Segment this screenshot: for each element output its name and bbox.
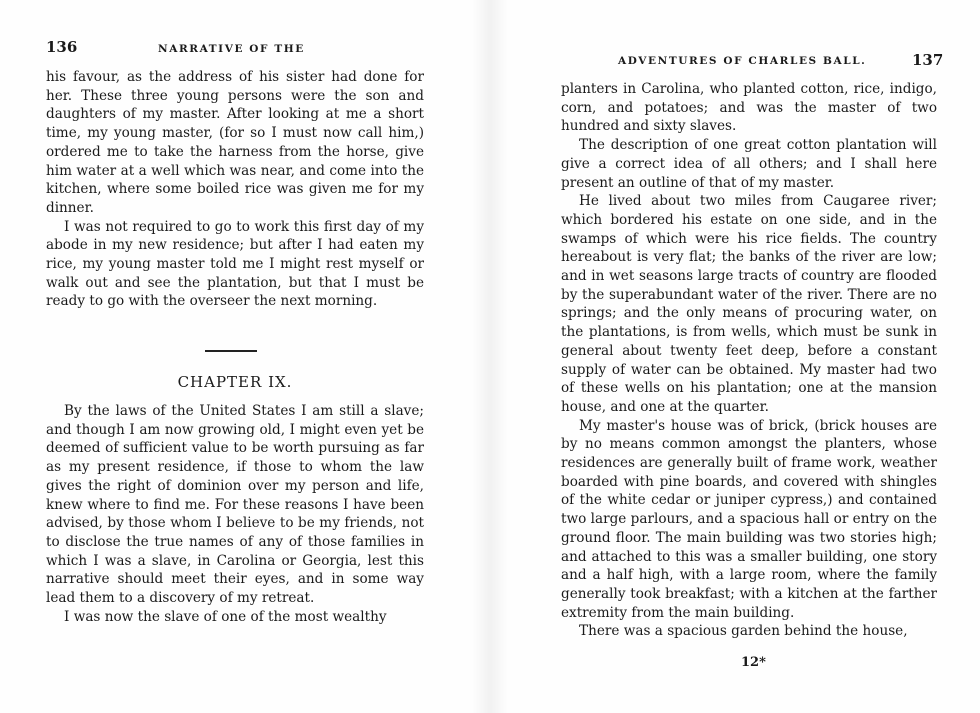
right-page-number: 137 — [912, 51, 944, 69]
chapter-heading: CHAPTER IX. — [177, 373, 293, 391]
left-para-continued: his favour, as the address of his sister had done for her. These three young persons were the son and daughters of my master. After looking at me a short time, my young master, (for so I must now call him,) ordered me to take the harness from the horse, give him water at a well which was near, and come into the kitchen, where some boiled rice was given me for my dinner. — [46, 69, 424, 216]
left-text-lower — [46, 402, 424, 626]
left-running-head: NARRATIVE OF THE — [158, 43, 305, 55]
right-text — [561, 80, 937, 641]
left-para-4: I was now the slave of one of the most wealthy — [64, 608, 387, 625]
left-page-number: 136 — [46, 38, 78, 56]
right-para-4: My master's house was of brick, (brick houses are by no means common amongst the planters, whose residences are generally built of frame work, weather boarded with pine boards, and covered with shingles of the white cedar or juniper cypress,) and contained two large parlours, and a spacious hall or entry on the ground floor. The main building was two stories high; and attached to this was a smaller building, one story and a half high, with a large room, where the family generally took breakfast; with a kitchen at the farther extremity from the main building. — [561, 417, 937, 621]
left-para-3: By the laws of the United States I am still a slave; and though I am now growing old, I might even yet be deemed of sufficient value to be worth pursuing as far as my present residence, if those to whom the law gives the right of dominion over my person and life, knew where to find me. For these reasons I have been advised, by those whom I believe to be my friends, not to disclose the true names of any of those families in which I was a slave, in Carolina or Georgia, lest this narrative should meet their eyes, and in some way lead them to a discovery of my retreat. — [46, 403, 424, 607]
right-para-continued: planters in Carolina, who planted cotton, rice, indigo, corn, and potatoes; and was the master of two hundred and sixty slaves. — [561, 81, 937, 135]
right-para-3: He lived about two miles from Caugaree river; which bordered his estate on one side, and in the swamps of which were his rice fields. The country hereabout is very flat; the banks of the river are low; and in wet seasons large tracts of country are flooded by the superabundant water of the river. There are no springs; and the only means of procuring water, on the plantations, is from wells, which must be sunk in general about twenty feet deep, before a constant supply of water can be obtained. My master had two of these wells on his plantation; one at the mansion house, and one at the quarter. — [561, 193, 937, 415]
right-running-head: ADVENTURES OF CHARLES BALL. — [618, 55, 867, 67]
left-para-2: I was not required to go to work this first day of my abode in my new residence; but after I had eaten my rice, my young master told me I might rest myself or walk out and see the plantation, but that I must be ready to go with the overseer the next morning. — [46, 218, 424, 310]
signature-mark: 12* — [741, 655, 766, 670]
left-text-upper — [46, 68, 424, 311]
right-para-2: The description of one great cotton plantation will give a correct idea of all others; and I shall here present an outline of that of my master. — [561, 137, 937, 191]
right-para-5: There was a spacious garden behind the house, — [579, 623, 908, 640]
right-page — [490, 0, 980, 713]
section-rule — [205, 350, 257, 352]
